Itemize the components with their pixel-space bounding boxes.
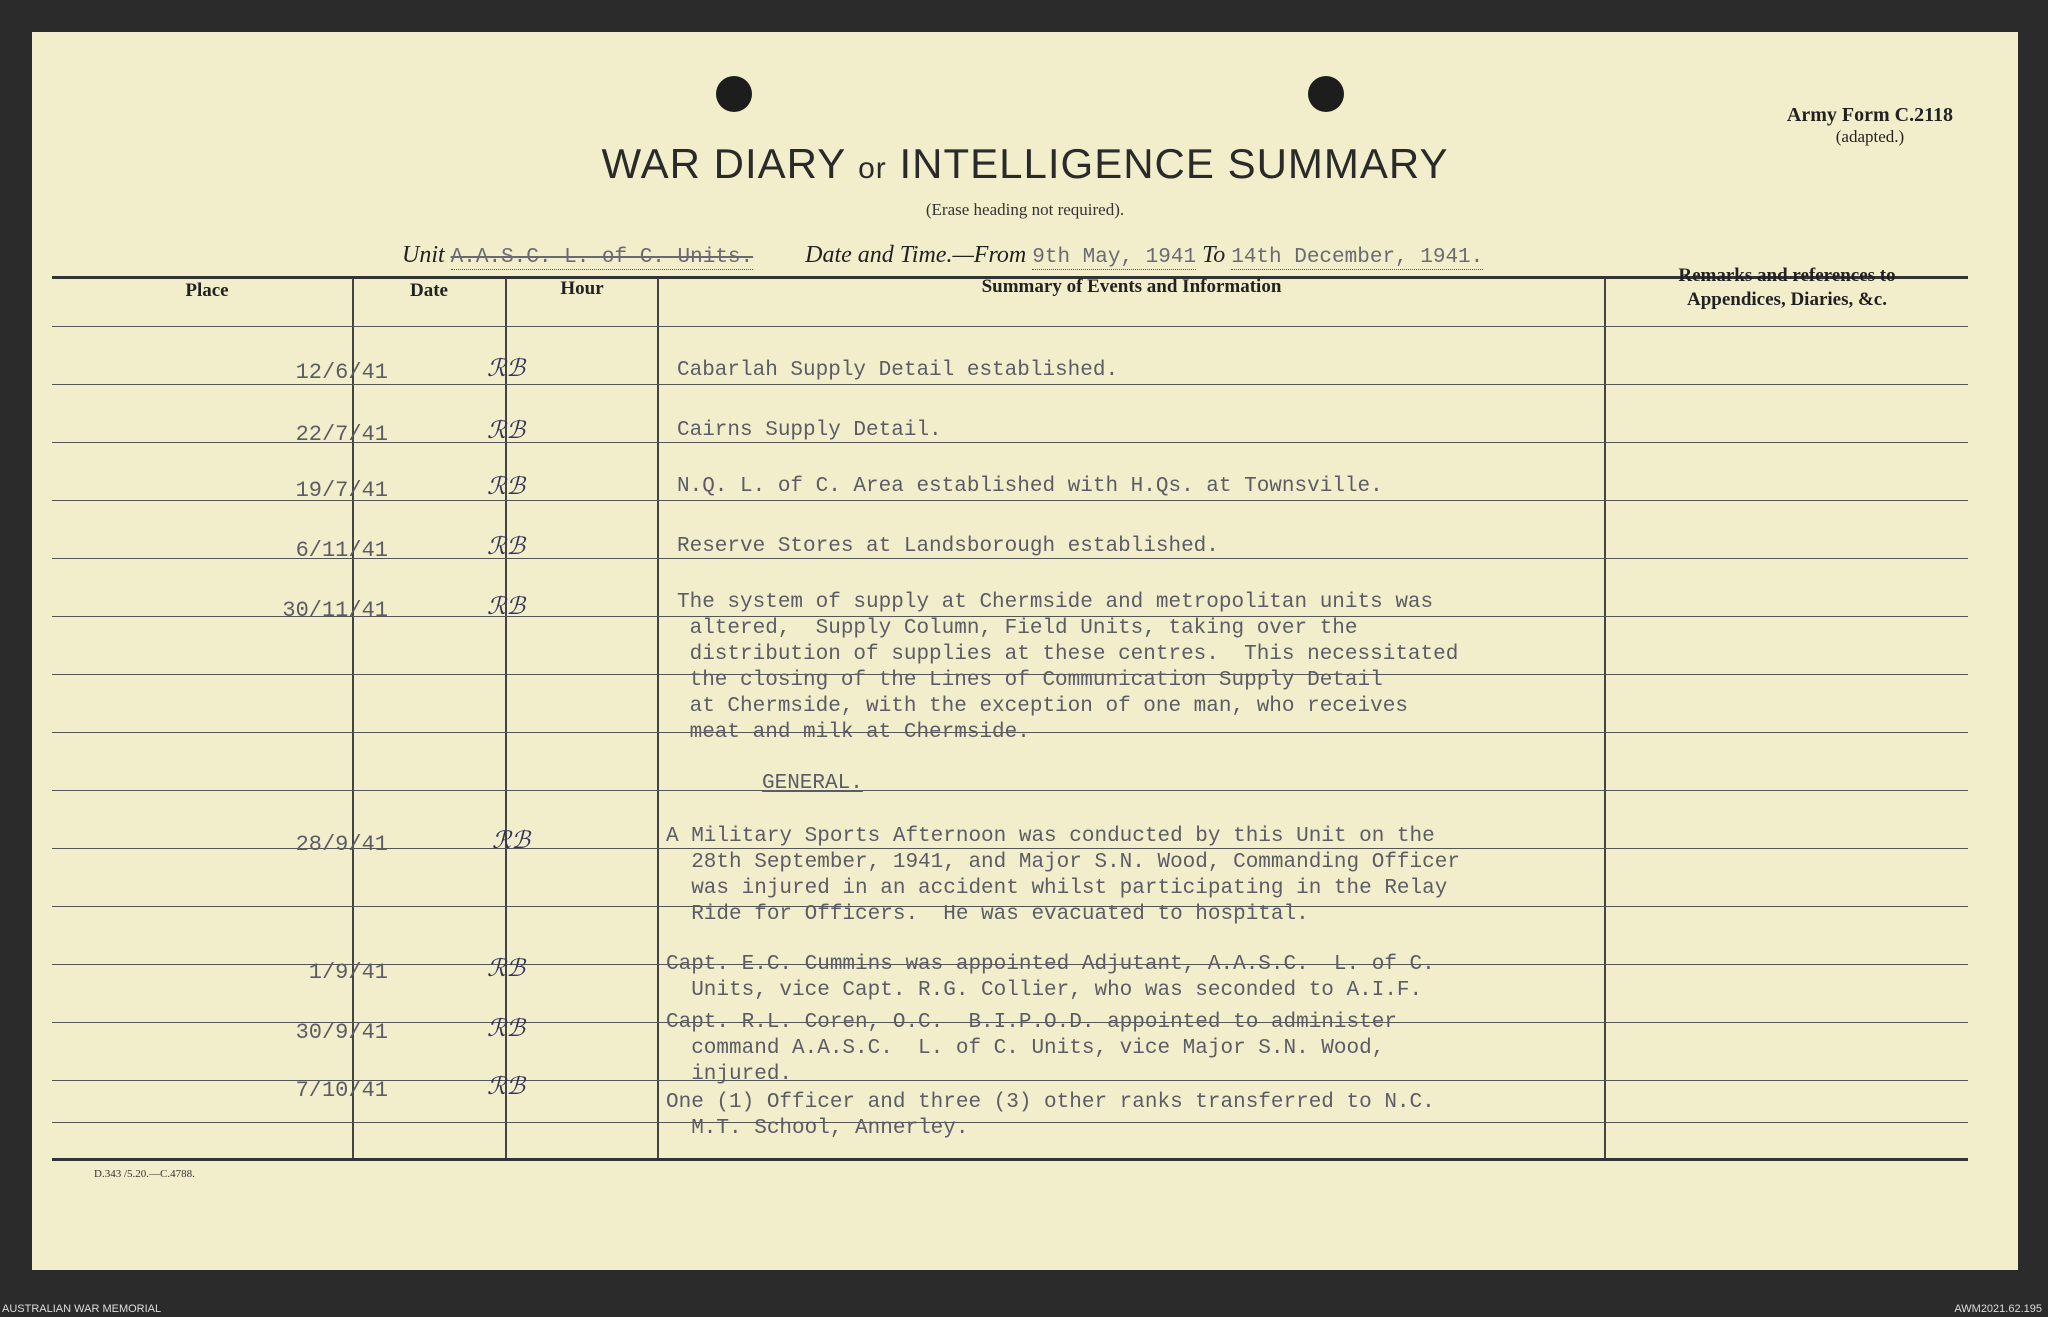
date-from-label: Date and Time.—From (805, 242, 1027, 268)
entry-text: Reserve Stores at Landsborough established. (677, 535, 1219, 558)
handwritten-initials-icon: ℛℬ (487, 956, 526, 982)
handwritten-initials-icon: ℛℬ (487, 594, 526, 620)
remarks-header-line1: Remarks and references to (1678, 265, 1896, 286)
archive-credit: AUSTRALIAN WAR MEMORIAL (2, 1303, 162, 1315)
column-header-remarks (1606, 264, 1968, 312)
date-to-value: 14th December, 1941. (1231, 246, 1484, 269)
handwritten-initials-icon: ℛℬ (487, 418, 526, 444)
handwritten-initials-icon: ℛℬ (492, 828, 531, 854)
entry-text: Capt. E.C. Cummins was appointed Adjutant, A.A.S.C. L. of C. Units, vice Capt. R.G. Collier, who was seconded to A.I.F. (666, 953, 1435, 1002)
entry-text: One (1) Officer and three (3) other ranks transferred to N.C. M.T. School, Annerley. (666, 1091, 1435, 1140)
general-heading: GENERAL. (762, 772, 863, 795)
punch-hole-right (1308, 76, 1344, 112)
entry-text: Cabarlah Supply Detail established. (677, 359, 1119, 382)
form-print-code: D.343 /5.20.—C.4788. (94, 1168, 195, 1180)
column-header-place: Place (185, 280, 229, 301)
entry-date: 28/9/41 (295, 832, 388, 857)
entry-date: 1/9/41 (308, 960, 388, 985)
unit-date-line (402, 242, 1483, 269)
title-or: or (858, 152, 887, 185)
entry-date: 19/7/41 (295, 478, 388, 503)
date-to-label: To (1202, 242, 1226, 268)
entry-text: Capt. R.L. Coren, O.C. B.I.P.O.D. appointed to administer command A.A.S.C. L. of C. Units, vice Major S.N. Wood, injured. (666, 1011, 1397, 1086)
entry-date: 30/11/41 (282, 598, 388, 623)
table-bottom-rule (52, 1158, 1968, 1161)
entry-date: 22/7/41 (295, 422, 388, 447)
unit-label: Unit (402, 242, 445, 268)
entry-text: The system of supply at Chermside and metropolitan units was altered, Supply Column, Field Units, taking over the distribution of supplies at these centres. This necessitated the closing of the Lines of Communication Supply Detail at Chermside, with the exception of one man, who receives meat and milk at Chermside. (677, 591, 1459, 744)
entry-text: A Military Sports Afternoon was conducted by this Unit on the 28th September, 1941, and Major S.N. Wood, Commanding Officer was injured in an accident whilst participating in the Relay Ride for Officers. He was evacuated to hospital. (666, 825, 1460, 926)
erase-heading-note: (Erase heading not required). (925, 200, 1125, 219)
form-number-text: Army Form C.2118 (1786, 104, 1953, 126)
entry-date: 6/11/41 (295, 538, 388, 563)
column-header-date: Date (410, 280, 448, 301)
handwritten-initials-icon: ℛℬ (487, 474, 526, 500)
title-intelligence-summary: INTELLIGENCE SUMMARY (899, 140, 1449, 187)
entry-date: 30/9/41 (295, 1020, 388, 1045)
diary-page (32, 32, 2018, 1270)
archive-reference: AWM2021.62.195 (1954, 1303, 2042, 1315)
column-rule-summary-remarks (1604, 278, 1606, 1158)
column-header-summary: Summary of Events and Information (981, 276, 1282, 297)
entry-text: Cairns Supply Detail. (677, 419, 942, 442)
handwritten-initials-icon: ℛℬ (487, 356, 526, 382)
entry-text: N.Q. L. of C. Area established with H.Qs. at Townsville. (677, 475, 1383, 498)
date-from-value: 9th May, 1941 (1032, 246, 1197, 269)
column-rule-hour-summary (657, 278, 659, 1158)
form-adapted-text: (adapted.) (1835, 127, 1905, 146)
handwritten-initials-icon: ℛℬ (487, 534, 526, 560)
remarks-header-line2: Appendices, Diaries, &c. (1686, 289, 1887, 310)
punch-hole-left (716, 76, 752, 112)
entry-date: 7/10/41 (295, 1078, 388, 1103)
ruled-line (52, 326, 1968, 327)
handwritten-initials-icon: ℛℬ (487, 1016, 526, 1042)
handwritten-initials-icon: ℛℬ (487, 1074, 526, 1100)
page-title (32, 140, 2018, 188)
ruled-line (52, 790, 1968, 791)
column-header-hour: Hour (560, 278, 604, 299)
unit-value: A.A.S.C. L. of C. Units. (450, 246, 754, 269)
entry-date: 12/6/41 (295, 360, 388, 385)
title-war-diary: WAR DIARY (601, 140, 846, 187)
